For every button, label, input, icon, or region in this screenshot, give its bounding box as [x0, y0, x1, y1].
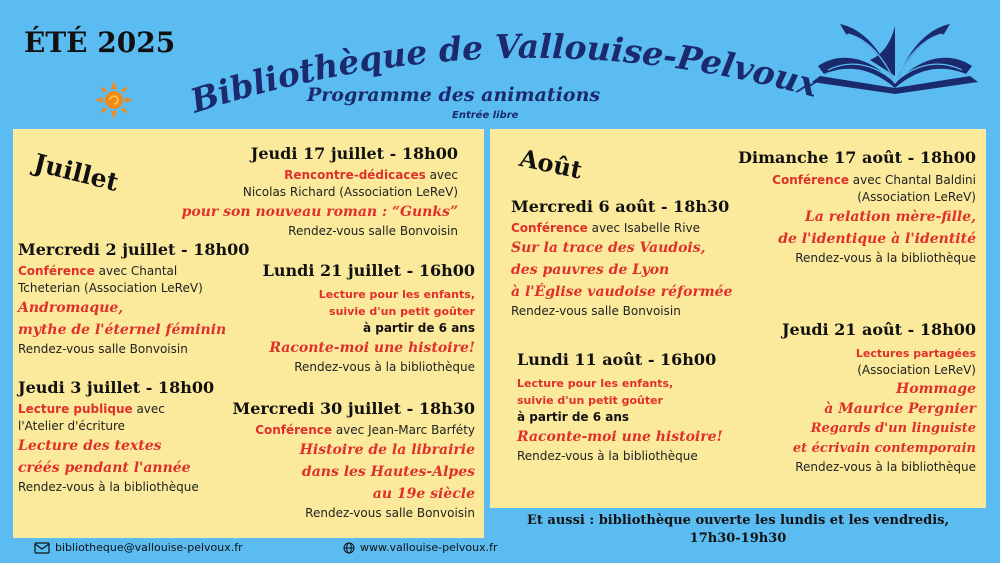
- title-text: Bibliothèque de Vallouise-Pelvoux: [185, 26, 823, 121]
- event-jul30: [232, 399, 475, 522]
- event-with: avec: [132, 402, 165, 416]
- event-place: Rendez-vous salle Bonvoisin: [511, 304, 681, 318]
- event-speaker: (Association LeReV): [857, 363, 976, 377]
- event-date: Jeudi 17 juillet - 18h00: [250, 144, 458, 163]
- event-title: mythe de l'éternel féminin: [18, 322, 227, 338]
- event-date: Lundi 11 août - 16h00: [517, 350, 717, 369]
- event-with: avec Isabelle Rive: [587, 221, 701, 235]
- month-heading-july: Juillet: [30, 148, 122, 197]
- event-title: de l'identique à l'identité: [778, 231, 976, 247]
- event-title: Regards d'un linguiste: [810, 421, 976, 436]
- event-title: Raconte-moi une histoire!: [269, 340, 475, 356]
- globe-icon: [343, 542, 355, 554]
- event-speaker: Nicolas Richard (Association LeReV): [242, 185, 458, 199]
- event-speaker: (Association LeReV): [857, 190, 976, 204]
- event-title: dans les Hautes-Alpes: [301, 464, 475, 480]
- event-aug17: [738, 148, 976, 267]
- website-contact[interactable]: [343, 541, 497, 554]
- event-type: Conférence: [18, 264, 95, 278]
- email-contact[interactable]: [34, 541, 243, 554]
- email-text[interactable]: bibliotheque@vallouise-pelvoux.fr: [55, 541, 243, 554]
- event-title: des pauvres de Lyon: [511, 262, 670, 278]
- event-title: Andromaque,: [18, 300, 124, 316]
- event-title: à Maurice Pergnier: [824, 401, 976, 417]
- event-date: Mercredi 2 juillet - 18h00: [18, 240, 250, 259]
- event-with: avec Chantal: [94, 264, 178, 278]
- event-place: Rendez-vous salle Bonvoisin: [288, 224, 458, 238]
- event-place: Rendez-vous salle Bonvoisin: [305, 506, 475, 520]
- event-type: Conférence: [511, 221, 588, 235]
- opening-hours-note: [490, 512, 986, 548]
- event-date: Jeudi 3 juillet - 18h00: [18, 378, 215, 397]
- event-jul21: [263, 261, 475, 376]
- event-date: Mercredi 30 juillet - 18h30: [232, 399, 475, 418]
- event-title: Hommage: [896, 381, 976, 397]
- event-title: à l'Église vaudoise réformée: [511, 284, 733, 300]
- event-type: Conférence: [772, 173, 849, 187]
- event-place: Rendez-vous à la bibliothèque: [517, 449, 698, 463]
- event-place: Rendez-vous à la bibliothèque: [795, 251, 976, 265]
- event-type: Conférence: [255, 423, 332, 437]
- opening-hours-line2: 17h30-19h30: [689, 531, 787, 546]
- book-icon: [810, 16, 980, 96]
- event-title: au 19e siècle: [372, 486, 475, 502]
- event-type: Lecture pour les enfants,: [318, 288, 475, 301]
- event-type: Lecture pour les enfants,: [517, 377, 674, 390]
- month-heading-august: Août: [516, 143, 585, 185]
- season-label: ÉTÉ 2025: [24, 26, 176, 59]
- sun-icon: [94, 80, 134, 120]
- event-speaker: Tcheterian (Association LeReV): [18, 281, 203, 295]
- event-jul02: [18, 240, 249, 358]
- event-date: Lundi 21 juillet - 16h00: [262, 261, 475, 280]
- event-with: avec Jean-Marc Barféty: [332, 423, 475, 437]
- event-type: suivie d'un petit goûter: [329, 305, 475, 318]
- email-icon: [34, 542, 50, 554]
- event-place: Rendez-vous à la bibliothèque: [294, 360, 475, 374]
- event-place: Rendez-vous salle Bonvoisin: [18, 342, 188, 356]
- event-place: Rendez-vous à la bibliothèque: [795, 460, 976, 474]
- event-title: et écrivain contemporain: [792, 441, 976, 456]
- event-type: Lectures partagées: [855, 347, 976, 360]
- event-speaker: l'Atelier d'écriture: [18, 419, 126, 433]
- event-type: suivie d'un petit goûter: [517, 394, 663, 407]
- event-type: Rencontre-dédicaces: [284, 168, 426, 182]
- event-title: pour son nouveau roman : “Gunks”: [181, 204, 458, 220]
- svg-text:Bibliothèque de Vallouise-Pel: [185, 27, 823, 121]
- event-with: avec Chantal Baldini: [848, 173, 976, 187]
- event-title: Raconte-moi une histoire!: [517, 429, 723, 445]
- event-with: avec: [425, 168, 458, 182]
- event-jul03: [18, 378, 214, 496]
- event-age: à partir de 6 ans: [362, 321, 475, 335]
- event-title: Lecture des textes: [18, 438, 162, 454]
- event-age: à partir de 6 ans: [517, 410, 630, 424]
- event-date: Jeudi 21 août - 18h00: [781, 320, 976, 339]
- event-place: Rendez-vous à la bibliothèque: [18, 480, 199, 494]
- opening-hours-line1: Et aussi : bibliothèque ouverte les lundis et les vendredis,: [526, 513, 950, 528]
- event-title: créés pendant l'année: [18, 460, 191, 476]
- event-type: Lecture publique: [18, 402, 133, 416]
- website-text[interactable]: www.vallouise-pelvoux.fr: [360, 541, 498, 554]
- event-date: Dimanche 17 août - 18h00: [738, 148, 976, 167]
- event-jul17: [182, 144, 458, 240]
- event-aug21: [782, 320, 976, 476]
- event-title: Histoire de la librairie: [299, 442, 475, 458]
- subtitle: Programme des animations: [307, 84, 601, 106]
- event-title: Sur la trace des Vaudois,: [511, 240, 706, 256]
- event-aug11: [517, 350, 723, 465]
- entry-note: Entrée libre: [452, 110, 519, 121]
- event-date: Mercredi 6 août - 18h30: [511, 197, 730, 216]
- event-title: La relation mère-fille,: [804, 209, 976, 225]
- event-aug06: [511, 197, 732, 320]
